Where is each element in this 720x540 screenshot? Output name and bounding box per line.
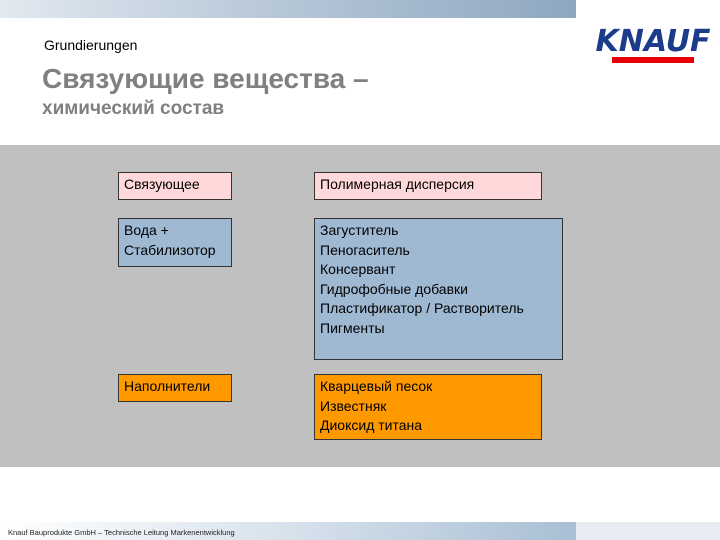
- top-bar: [0, 0, 576, 18]
- binder-value-box: Полимерная дисперсия: [314, 172, 542, 200]
- additives-value-box: Загуститель Пеногаситель Консервант Гидрофобные добавки Пластификатор / Растворитель Пигменты: [314, 218, 563, 360]
- page-title: Связующие вещества –: [42, 63, 369, 94]
- footer-text: Knauf Bauprodukte GmbH – Technische Leitung Markenentwicklung: [8, 528, 235, 537]
- fillers-value-box: Кварцевый песок Известняк Диоксид титана: [314, 374, 542, 440]
- knauf-logo: [595, 13, 711, 67]
- bottom-bar-right: [576, 522, 720, 540]
- water-label-box: Вода + Стабилизотор: [118, 218, 232, 267]
- category-label: Grundierungen: [44, 37, 138, 53]
- page-subtitle: химический состав: [42, 98, 225, 119]
- binder-label-box: Связующее: [118, 172, 232, 200]
- logo-text: KNAUF: [595, 24, 711, 59]
- fillers-label-box: Наполнители: [118, 374, 232, 402]
